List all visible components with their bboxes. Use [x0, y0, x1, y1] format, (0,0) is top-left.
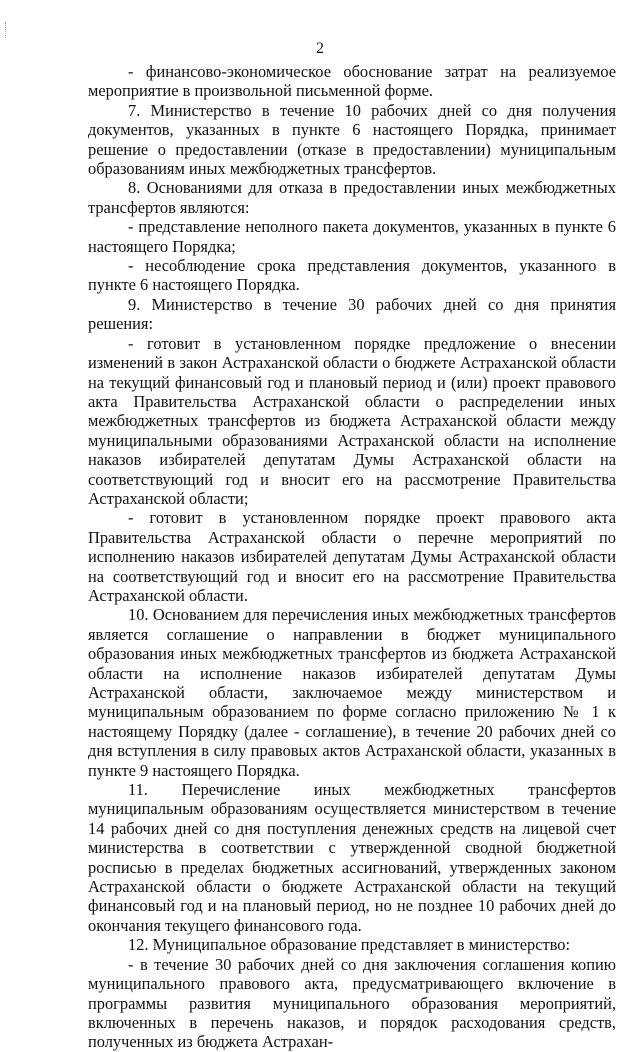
paragraph-item-financial-justification: - финансово-экономическое обоснование затрат на реализуемое мероприятие в произвольной письменной форме.: [88, 62, 616, 101]
paragraph-clause-7: 7. Министерство в течение 10 рабочих дней со дня получения документов, указанных в пункте 6 настоящего Порядка, принимает решение о предоставлении (отказе в предоставлении) муниципальным образованиям иных межбюджетных трансфертов.: [88, 100, 616, 179]
paragraph-clause-9: 9. Министерство в течение 30 рабочих дней со дня принятия решения:: [88, 294, 616, 334]
document-body: [88, 62, 616, 1052]
paragraph-item-budget-law-amendment: - готовит в установленном порядке предложение о внесении изменений в закон Астраханской области о бюджете Астраханской области на текущий финансовый год и плановый период и (или) проект правового акта Правительства Астраханской области о распределении иных межбюджетных трансфертов из бюджета Астраханской области между муниципальными образованиями Астраханской области на исполнение наказов избирателей депутатам Думы Астраханской области на соответствующий год и вносит его на рассмотрение Правительства Астраханской области;: [88, 333, 616, 508]
paragraph-clause-12: 12. Муниципальное образование представляет в министерство:: [128, 935, 571, 955]
paragraph-item-measures-list-act: - готовит в установленном порядке проект правового акта Правительства Астраханской области о перечне мероприятий по исполнению наказов избирателей депутатам Думы Астраханской области на соответствующий год и вносит его на рассмотрение Правительства Астраханской области.: [88, 508, 616, 605]
paragraph-clause-8: 8. Основаниями для отказа в предоставлении иных межбюджетных трансфертов являются:: [88, 178, 616, 217]
page-number: 2: [316, 40, 324, 57]
paragraph-clause-10: 10. Основанием для перечисления иных межбюджетных трансфертов является соглашение о направлении в бюджет муниципального образования иных межбюджетных трансфертов из бюджета Астраханской области на исполнение наказов избирателей депутатам Думы Астраханской области, заключаемое между министерством и муниципальным образованием по форме согласно приложению № 1 к настоящему Порядку (далее - соглашение), в течение 20 рабочих дней со дня вступления в силу правовых актов Астраханской области, указанных в пункте 9 настоящего Порядка.: [88, 605, 616, 780]
paragraph-item-deadline-violation: - несоблюдение срока представления документов, указанного в пункте 6 настоящего Порядка.: [88, 256, 616, 295]
paragraph-item-incomplete-package: - представление неполного пакета документов, указанных в пункте 6 настоящего Порядка;: [88, 217, 616, 256]
paragraph-clause-11: 11. Перечисление иных межбюджетных трансфертов муниципальным образованиям осуществляется министерством в течение 14 рабочих дней со дня поступления денежных средств на лицевой счет министерства в соответствии с утвержденной сводной бюджетной росписью в пределах бюджетных ассигнований, утвержденных законом Астраханской области о бюджете Астраханской области на текущий финансовый год и на плановый период, но не позднее 10 рабочих дней до окончания текущего финансового года.: [88, 780, 616, 935]
scan-margin-mark: [5, 22, 7, 38]
paragraph-item-municipal-act-copy: - в течение 30 рабочих дней со дня заключения соглашения копию муниципального правового акта, предусматривающего включение в программы развития муниципального образования мероприятий, включенных в перечень наказов, и порядок расходования средств, полученных из бюджета Астрахан-: [88, 954, 616, 1052]
